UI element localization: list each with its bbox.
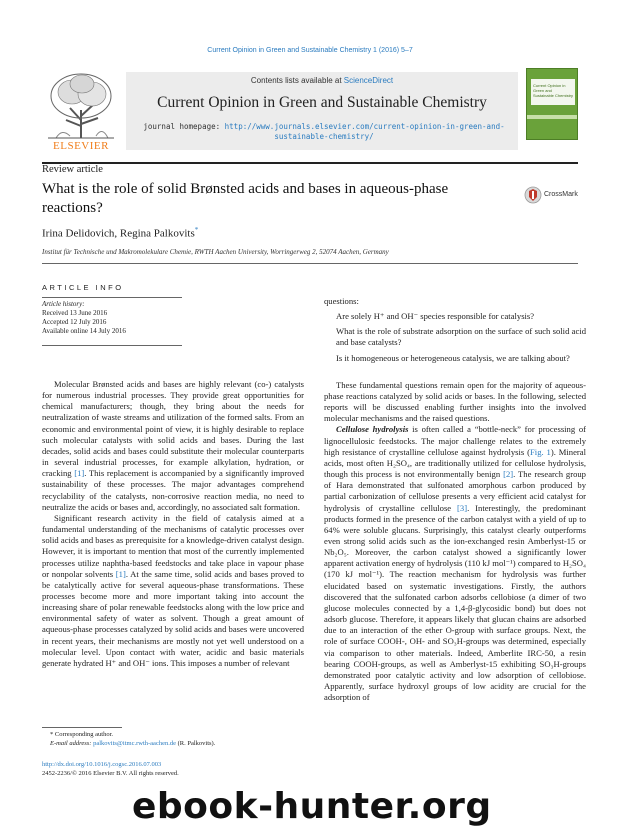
paragraph-text: . At the same time, solid acids and bases proved to be catalytically active for several aqueous-phase transformations. These processes become more and more important taking into account the increasing share of polar renewable feedstocks along with the low price and environmental safety of water as solvent. Though a great amount of aqueous-phase processes catalyzed by solid acids and bases were uncovered in recent years, their mechanisms are mostly not yet well understood on a molecular level. Upon contact with water, acidic and basic materials generate hydrated H⁺ and OH⁻ ions. This imposes a number of relevant <box>42 568 304 668</box>
reference-link[interactable]: [1] <box>74 468 85 479</box>
sciencedirect-link[interactable]: ScienceDirect <box>343 76 394 85</box>
article-type: Review article <box>42 164 103 175</box>
crossmark-button[interactable] <box>524 185 584 207</box>
article-info-heading: ARTICLE INFO <box>42 283 124 292</box>
email-label: E-mail address: <box>50 740 94 747</box>
email-link[interactable]: palkovits@itmc.rwth-aachen.de <box>93 740 176 747</box>
cover-band <box>527 115 577 119</box>
online-date: Available online 14 July 2016 <box>42 327 126 335</box>
question-item: Are solely H⁺ and OH⁻ species responsible for catalysis? <box>336 311 535 322</box>
article-info-divider <box>42 297 182 298</box>
journal-banner <box>126 72 518 150</box>
cover-text <box>533 83 573 98</box>
publisher-name: ELSEVIER <box>53 140 109 152</box>
body-paragraph <box>42 513 304 669</box>
footnote-divider <box>42 727 122 728</box>
footnote-line <box>50 739 304 748</box>
journal-cover-icon <box>526 68 578 140</box>
article-title: What is the role of solid Brønsted acids and bases in aqueous-phase reactions? <box>42 181 449 216</box>
reference-link[interactable]: [1] <box>115 568 126 579</box>
copyright-line: 2452-2236/© 2016 Elsevier B.V. All rights reserved. <box>42 770 179 777</box>
paragraph-text: . The research group of Hara demonstrated that sulfonated amorphous carbon produced by partial carbonization of cellulose presents a very efficient acid catalyst for hydrolysis of crystalline cellulose <box>324 469 586 513</box>
body-paragraph <box>42 379 304 513</box>
paragraph-text: Significant research activity in the field of catalysis aimed at a fundamental understanding of the mechanisms of catalytic processes over solid acids and bases as prerequisite for a knowledge-driven catalyst design. However, it is important to mention that most of the currently implemented processes utilize naphtha-based feedstocks and take place in vapour phase or nonpolar solvents <box>42 512 304 579</box>
article-info-divider <box>42 345 182 346</box>
affiliation: Institut für Technische und Makromolekulare Chemie, RWTH Aachen University, Worringerweg 2, 52074 Aachen, Germany <box>42 248 389 256</box>
journal-title: Current Opinion in Green and Sustainable Chemistry <box>157 94 487 111</box>
article-history <box>42 300 182 336</box>
email-suffix: (R. Palkovits). <box>175 740 216 747</box>
footnote <box>42 730 304 748</box>
body-right-column <box>324 296 586 703</box>
questions-lead: questions: <box>324 296 359 306</box>
authors: Irina Delidovich, Regina Palkovits <box>42 227 195 240</box>
footnote-text: Corresponding author. <box>54 731 114 738</box>
corresponding-mark[interactable]: * <box>194 226 199 234</box>
received-date: Received 13 June 2016 <box>42 309 108 317</box>
paragraph-text: Molecular Brønsted acids and bases are highly relevant (co-) catalysts for numerous industrial processes. They provide great opportunities for chemical manufacturers; though, they bring about the needs for neutralization of waste streams and utilization of the formed salts. From an economic and environmental point of view, it is highly desirable to replace such molecular catalysts with solid acids and bases. During the last decades, solid acids and bases could substitute their molecular counterparts in several industrial processes, for example alkylation, hydration, or cracking <box>42 379 304 479</box>
affiliation-divider <box>42 263 578 264</box>
homepage-link[interactable]: http://www.journals.elsevier.com/current-opinion-in-green-and-sustainable-chemistry/ <box>224 122 505 141</box>
masthead-divider <box>42 162 578 164</box>
history-label: Article history: <box>42 300 85 308</box>
watermark: ebook-hunter.org <box>132 786 492 827</box>
contents-prefix: Contents lists available at <box>250 76 344 85</box>
footnote-mark: * <box>50 731 54 738</box>
journal-masthead <box>42 68 578 160</box>
paragraph-text: . This replacement is accompanied by a significantly improved sustainability of these processes. The major advantages comprehend recyclability of the catalysts, non-corrosive reaction media, no need to neutralize the acids or bases and, accordingly, no associated salt formation. <box>42 468 304 512</box>
question-item: Is it homogeneous or heterogeneous catalysis, we are talking about? <box>336 352 570 363</box>
body-left-column <box>42 379 304 669</box>
body-paragraph: These fundamental questions remain open for the majority of aqueous-phase reactions catalyzed by solid acids or bases. In the following, selected reports will be discussed enabling further insights into the involved molecular mechanisms and the raised questions. <box>324 379 586 424</box>
cover-text-line: Current Opinion in <box>533 83 566 88</box>
contents-line <box>126 76 518 85</box>
crossmark-icon <box>524 185 542 205</box>
paragraph-text: . Interestingly, the predominant products formed in the presence of the carbon catalyst with a yield of up to 64% were soluble glucans. Surprisingly, this catalyst clearly outperforms even strong solid acids such as the ion-exchanged resin Amberlyst-15 or Nb₂O₅. Moreover, the carbon catalyst showed a significantly lower apparent activation energy of hydrolysis (110 kJ mol⁻¹) compared to H₂SO₄ (170 kJ mol⁻¹). The reaction mechanism for hydrolysis was further elucidated based on systematic investigations. Firstly, the authors discovered that the sulfonated carbon adsorbs cellobiose (a dimer of two glucose molecules connected by a 1,4-β-glycosidic bond) but does not adsorb glucose. Therefore, it appears likely that glucan chains are adsorbed due to an interaction of the ether O-group with surface groups. Next, the role of surface COOH-, OH- and SO₃H-groups was determined, especially via comparison to other materials. Indeed, Amberlite IRC-50, a resin bearing COOH-groups, as well as Amberlyst-15 exhibiting SO₃H-groups demonstrated poor catalytic activity and low adsorption of cellobiose. Apparently, surface hydroxyl groups of low acidity are crucial for the adsorption of <box>324 502 586 703</box>
homepage-label: journal homepage: <box>143 122 225 131</box>
accepted-date: Accepted 12 July 2016 <box>42 318 107 326</box>
figure-link[interactable]: Fig. 1 <box>530 446 551 457</box>
running-head[interactable]: Current Opinion in Green and Sustainable Chemistry 1 (2016) 5–7 <box>207 47 413 54</box>
body-paragraph <box>324 424 586 703</box>
paragraph-text: is often called a “bottle-neck” for processing of lignocellulosic feedstocks. The major challenge relates to the extremely high resistance of crystalline cellulose against hydrolysis ( <box>324 424 587 457</box>
footnote-line <box>50 730 304 739</box>
question-item: What is the role of substrate adsorption on the surface of such solid acid and base catalysts? <box>336 326 586 348</box>
cover-text-line: Green and <box>533 88 552 93</box>
author-list <box>42 226 198 240</box>
crossmark-label: CrossMark <box>544 191 578 198</box>
reference-link[interactable]: [2] <box>503 469 514 480</box>
reference-link[interactable]: [3] <box>457 502 468 513</box>
journal-homepage <box>136 122 512 142</box>
doi-link[interactable]: http://dx.doi.org/10.1016/j.cogsc.2016.07.003 <box>42 761 162 768</box>
run-in-heading: Cellulose hydrolysis <box>336 424 409 435</box>
cover-text-line: Sustainable Chemistry <box>533 93 574 98</box>
publication-info <box>42 760 304 778</box>
paragraph-text: ). Mineral acids, most often H₂SO₄, are traditionally utilized for cellulose hydrolysis, though this process is not environmentally benign <box>324 446 586 480</box>
